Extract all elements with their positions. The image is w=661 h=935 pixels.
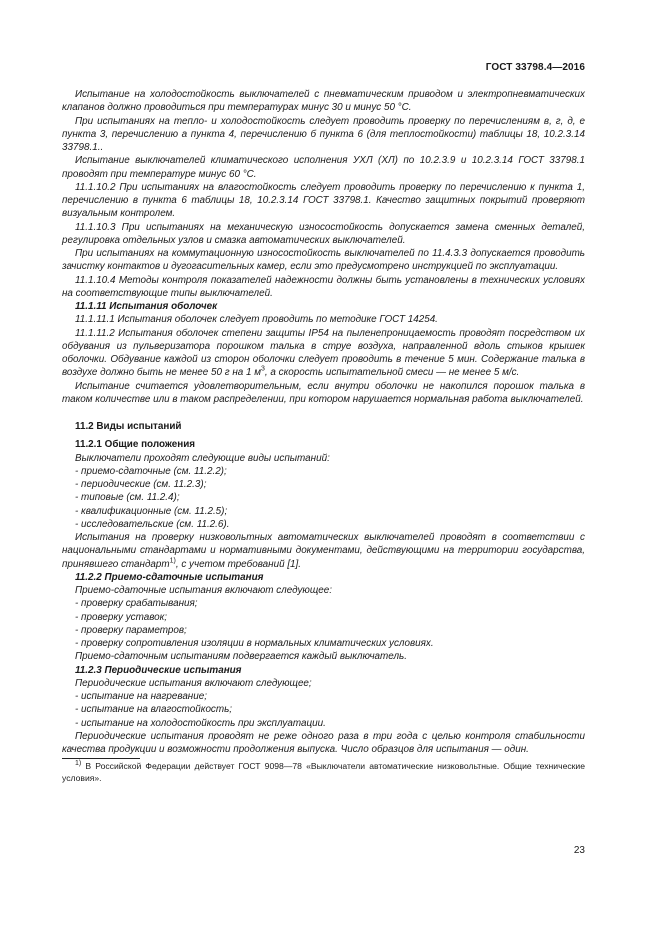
paragraph-test-satisfactory: Испытание считается удовлетворительным, если внутри оболочки не накопился порошок талька в таком количестве или в таком распределении, при котором нарушается нормальная работа выключателей.	[62, 380, 585, 405]
section-title-11-2: 11.2 Виды испытаний	[75, 421, 182, 432]
list-item-cold-test: - испытание на холодостойкость при эксплуатации.	[75, 717, 326, 729]
paragraph-acceptance-outro: Приемо-сдаточным испытаниям подвергается каждый выключатель.	[75, 651, 407, 663]
list-item-research: - исследовательские (см. 11.2.6).	[75, 518, 230, 530]
paragraph-periodic-intro: Периодические испытания включают следующее;	[75, 677, 312, 689]
document-code-header: ГОСТ 33798.4—2016	[485, 62, 585, 73]
list-item-acceptance: - приемо-сдаточные (см. 11.2.2);	[75, 465, 227, 477]
footnote-text: В Российской Федерации действует ГОСТ 9098—78 «Выключатели автоматические низковольтные. Общие технические условия».	[62, 761, 585, 783]
page-body	[62, 88, 585, 784]
list-item-qualification: - квалификационные (см. 11.2.5);	[75, 505, 228, 517]
superscript-cubic: 3	[261, 365, 265, 373]
footnote-separator	[62, 758, 140, 759]
list-item-heating-test: - испытание на нагревание;	[75, 691, 207, 702]
paragraph-11-1-10-3: 11.1.10.3 При испытаниях на механическую износостойкость допускается замена сменных деталей, регулировка отдельных узлов и смазка автоматических выключателей.	[62, 221, 585, 246]
paragraph-11-1-10-2: 11.1.10.2 При испытаниях на влагостойкость следует проводить проверку по перечислению к пункта 1, перечислению в пункта 6 таблицы 18, 10.2.3.14 ГОСТ 33798.1. Качество защитных покрытий проверяют визуальным контролем.	[62, 181, 585, 220]
list-item-trip-check: - проверку срабатывания;	[75, 598, 198, 610]
list-item-setting-check: - проверку уставок;	[75, 611, 168, 623]
paragraph-national-standards-tail: , с учетом требований [1].	[175, 558, 302, 570]
paragraph-11-1-11-1: 11.1.11.1 Испытания оболочек следует проводить по методике ГОСТ 14254.	[75, 314, 438, 326]
paragraph-acceptance-intro: Приемо-сдаточные испытания включают следующее:	[75, 585, 332, 596]
section-title-11-2-1: 11.2.1 Общие положения	[75, 439, 196, 451]
list-item-moisture-test: - испытание на влагостойкость;	[75, 704, 233, 716]
list-item-periodic: - периодические (см. 11.2.3);	[75, 479, 207, 490]
footnote-reference: 1)	[169, 557, 176, 565]
paragraph-11-1-11-2-tail: , а скорость испытательной смеси — не менее 5 м/с.	[264, 367, 520, 379]
footnote	[62, 761, 585, 784]
footnote-marker: 1)	[75, 760, 82, 768]
paragraph-heat-cold-check: При испытаниях на тепло- и холодостойкость следует проводить проверку по перечислениям в, г, д, е пункта 3, перечислению а пункта 4, перечислению б пункта 6 (для теплостойкости) таблицы 18, 10.2.3.14 33798.1..	[62, 115, 585, 153]
paragraph-cold-resistance: Испытание на холодостойкость выключателей с пневматическим приводом и электропневматических клапанов должно проводиться при температурах минус 30 и минус 50 °С.	[62, 89, 585, 114]
section-title-11-2-3: 11.2.3 Периодические испытания	[75, 664, 242, 676]
paragraph-national-standards-text: Испытания на проверку низковольтных автоматических выключателей проводят в соответствии с национальными стандартами и нормативными документами, действующими на территории государства, принявшего стандарт	[62, 532, 585, 570]
paragraph-11-1-11-2	[62, 327, 585, 380]
paragraph-11-1-11-2-text: 11.1.11.2 Испытания оболочек степени защиты IP54 на пыленепроницаемость проводят посредством их обдувания из пульверизатора порошком талька в струе воздуха, направленной вдоль стыков крышек оболочки. Обдувание каждой из сторон оболочки следует проводить в течение 5 мин. Содержание талька в воздухе должно быть не менее 50 г на 1 м	[62, 327, 585, 379]
section-title-11-2-2: 11.2.2 Приемо-сдаточные испытания	[75, 571, 264, 583]
paragraph-uhl-test: Испытание выключателей климатического исполнения УХЛ (ХЛ) по 10.2.3.9 и 10.2.3.14 ГОСТ 33798.1 проводят при температуре минус 60 °С.	[62, 155, 585, 180]
list-item-insulation-check: - проверку сопротивления изоляции в нормальных климатических условиях.	[75, 638, 434, 649]
paragraph-commutation-wear: При испытаниях на коммутационную износостойкость выключателей по 11.4.3.3 допускается проводить зачистку контактов и дугогасительных камер, если это предусмотрено инструкцией по эксплуатации.	[62, 248, 585, 273]
paragraph-periodic-outro: Периодические испытания проводят не реже одного раза в три года с целью контроля стабильности качества продукции и возможности продолжения выпуска. Число образцов для испытания — один.	[62, 730, 585, 755]
paragraph-national-standards	[62, 531, 585, 571]
list-item-type: - типовые (см. 11.2.4);	[75, 492, 180, 504]
paragraph-test-types-intro: Выключатели проходят следующие виды испытаний:	[75, 452, 330, 464]
paragraph-11-1-10-4: 11.1.10.4 Методы контроля показателей надежности должны быть установлены в технических условиях на соответствующие типы выключателей.	[62, 274, 585, 299]
page-number: 23	[573, 845, 585, 856]
list-item-parameter-check: - проверку параметров;	[75, 624, 187, 636]
section-title-11-1-11: 11.1.11 Испытания оболочек	[75, 301, 218, 312]
